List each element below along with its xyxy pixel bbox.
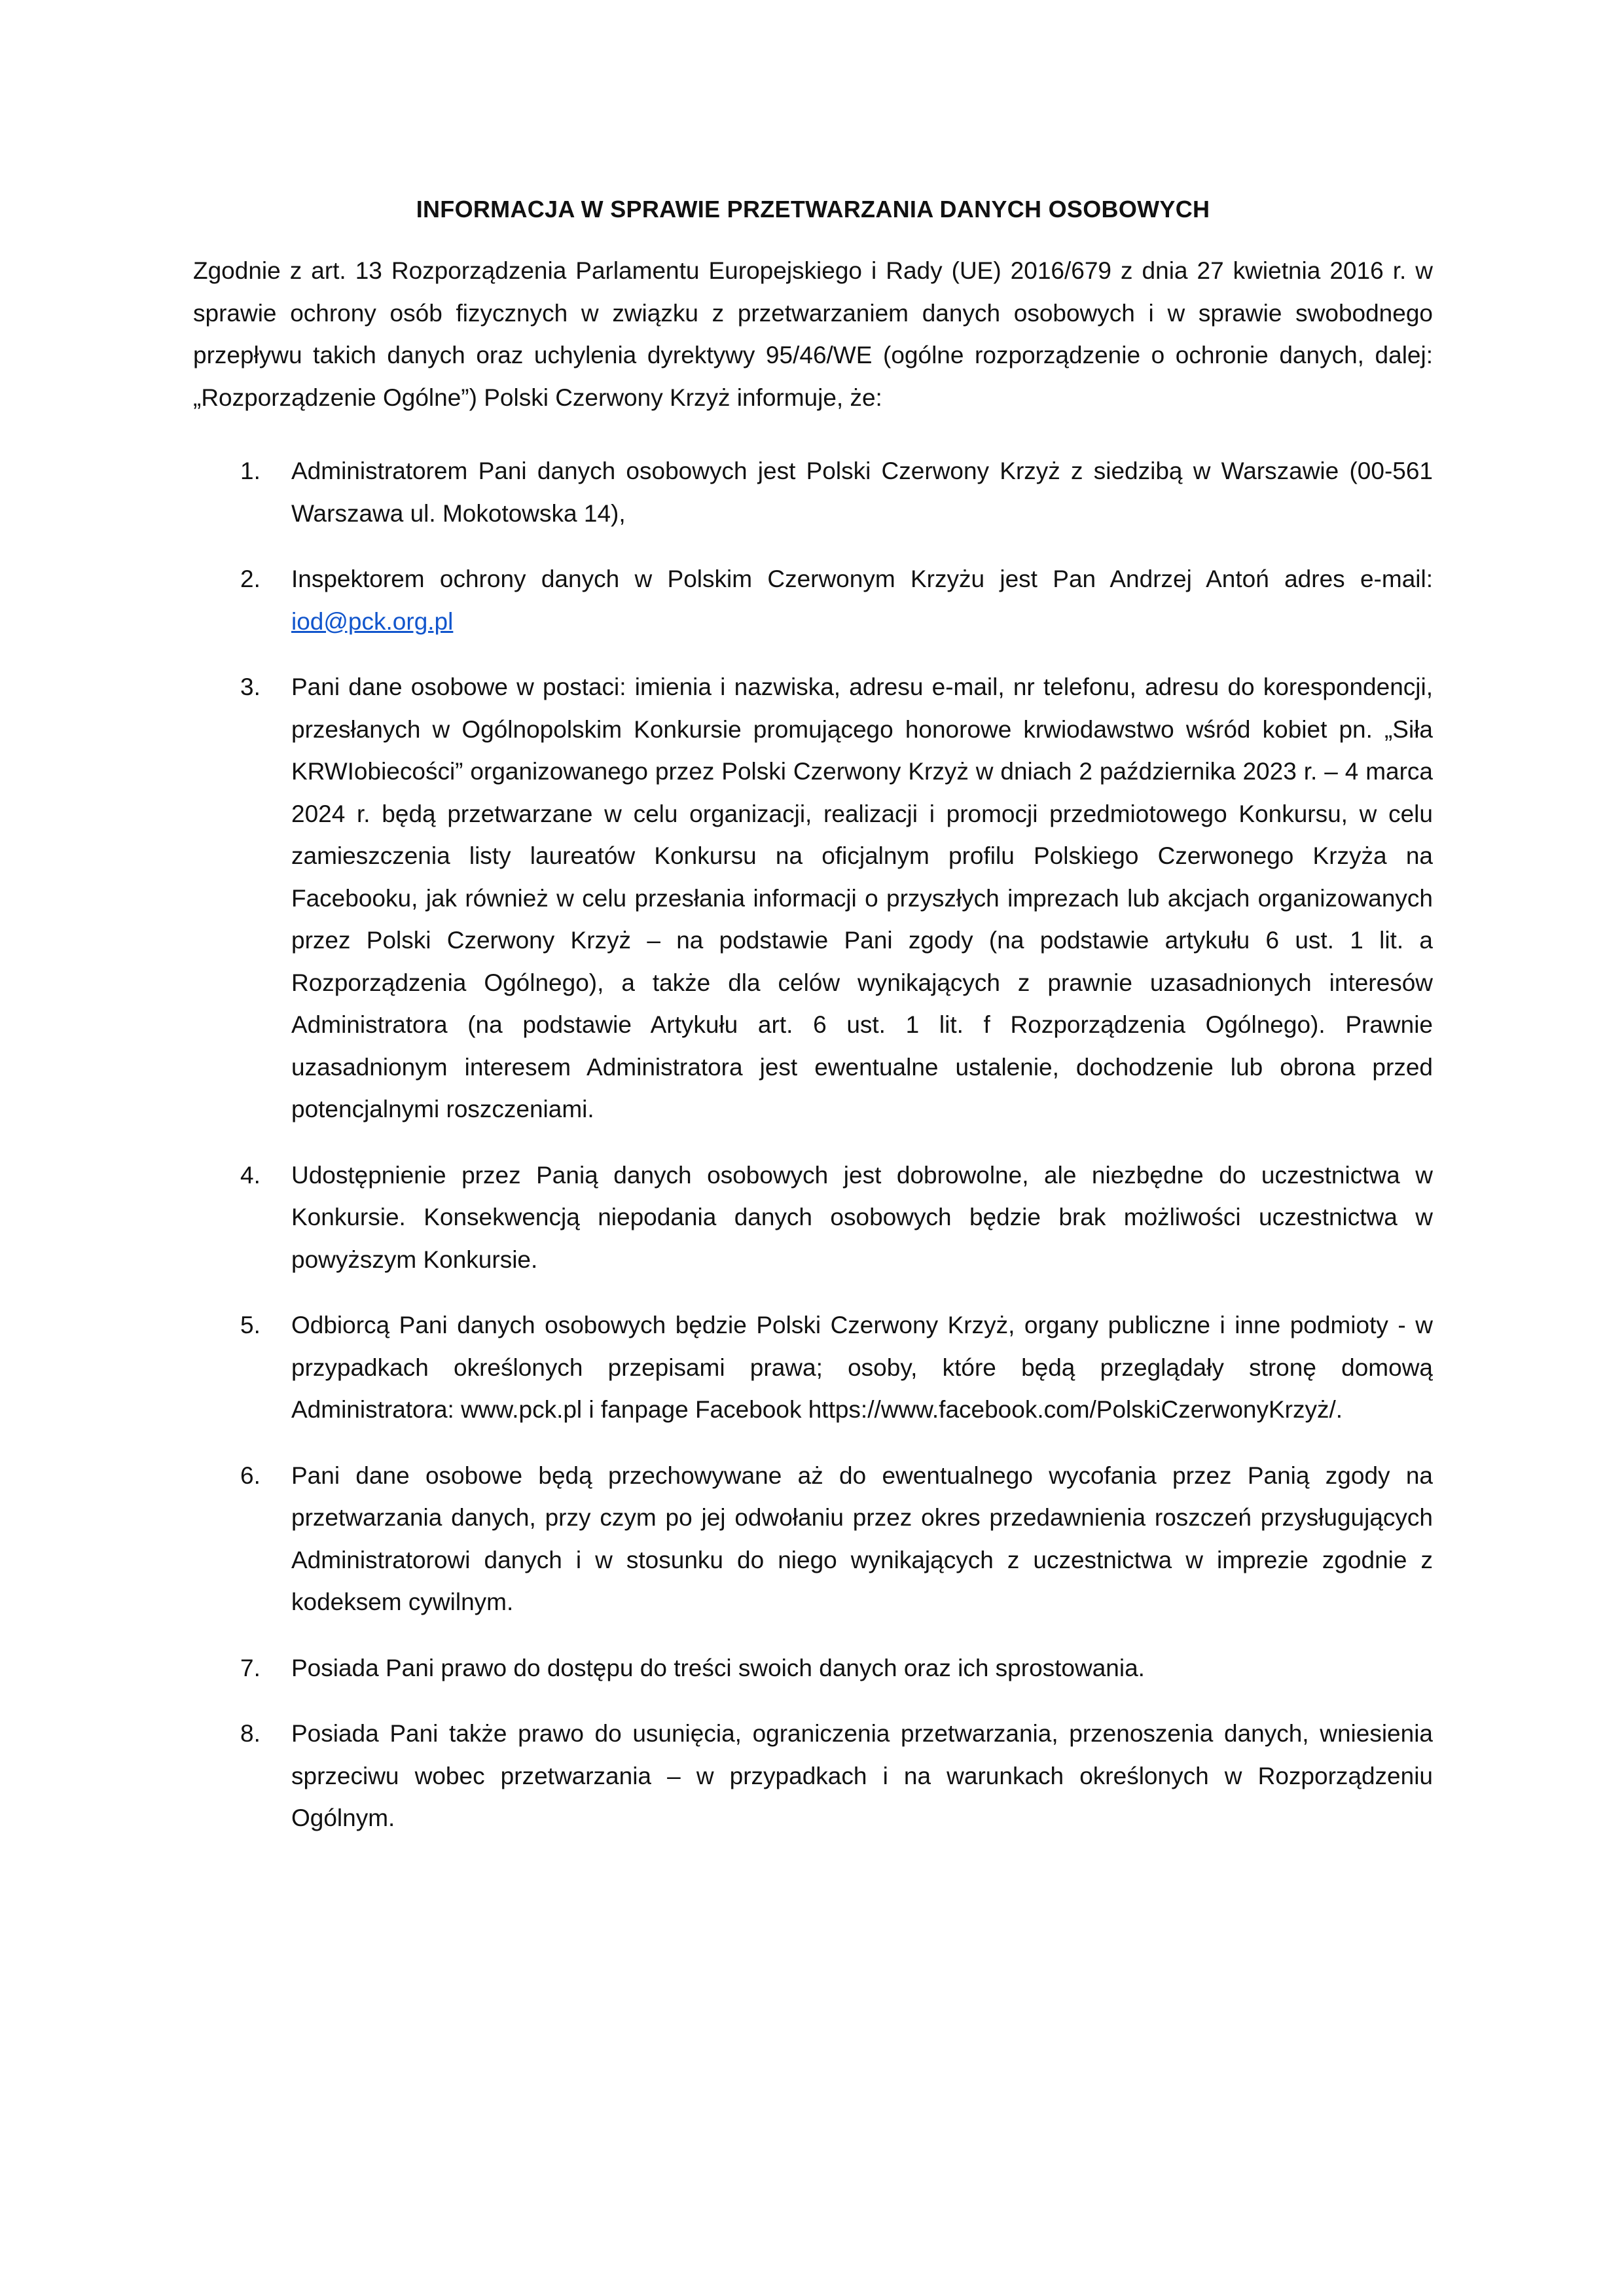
list-text: Pani dane osobowe będą przechowywane aż do ewentualnego wycofania przez Panią zgody na przetwarzania danych, przy czym po jej odwołaniu przez okres przedawnienia roszczeń przysługujących Administratorowi danych i w stosunku do niego wynikających z uczestnictwa w imprezie zgodnie z kodeksem cywilnym. (291, 1462, 1433, 1615)
list-text: Udostępnienie przez Panią danych osobowych jest dobrowolne, ale niezbędne do uczestnictwa w Konkursie. Konsekwencją niepodania danych osobowych będzie brak możliwości uczestnictwa w powyższym Konkursie. (291, 1161, 1433, 1273)
list-text: Inspektorem ochrony danych w Polskim Czerwonym Krzyżu jest Pan Andrzej Antoń adres e-mail: (291, 565, 1433, 592)
list-number: 7. (240, 1654, 261, 1681)
list-number: 8. (240, 1720, 261, 1747)
list-text: Odbiorcą Pani danych osobowych będzie Polski Czerwony Krzyż, organy publiczne i inne podmioty - w przypadkach określonych przepisami prawa; osoby, które będą przeglądały stronę domową Administratora: www.pck.pl i fanpage Facebook https://www.facebook.com/PolskiCzerwonyKrzyż/. (291, 1312, 1433, 1423)
list-item-5 (193, 1304, 1433, 1431)
list-text: Pani dane osobowe w postaci: imienia i nazwiska, adresu e-mail, nr telefonu, adresu do korespondencji, przesłanych w Ogólnopolskim Konkursie promującego honorowe krwiodawstwo wśród kobiet pn. „Siła KRWIobiecości” organizowanego przez Polski Czerwony Krzyż w dniach 2 października 2023 r. – 4 marca 2024 r. będą przetwarzane w celu organizacji, realizacji i promocji przedmiotowego Konkursu, w celu zamieszczenia listy laureatów Konkursu na oficjalnym profilu Polskiego Czerwonego Krzyża na Facebooku, jak również w celu przesłania informacji o przyszłych imprezach lub akcjach organizowanych przez Polski Czerwony Krzyż – na podstawie Pani zgody (na podstawie artykułu 6 ust. 1 lit. a Rozporządzenia Ogólnego), a także dla celów wynikających z prawnie uzasadnionych interesów Administratora (na podstawie Artykułu art. 6 ust. 1 lit. f Rozporządzenia Ogólnego). Prawnie uzasadnionym interesem Administratora jest ewentualne ustalenie, dochodzenie lub obrona przed potencjalnymi roszczeniami. (291, 673, 1433, 1122)
list-number: 6. (240, 1462, 261, 1489)
email-link[interactable]: iod@pck.org.pl (291, 607, 454, 635)
list-item-2 (193, 558, 1433, 643)
list-text-with-email (291, 558, 1433, 643)
list-item-1 (193, 450, 1433, 535)
list-text: Posiada Pani także prawo do usunięcia, ograniczenia przetwarzania, przenoszenia danych, wniesienia sprzeciwu wobec przetwarzania – w przypadkach i na warunkach określonych w Rozporządzeniu Ogólnym. (291, 1720, 1433, 1831)
list-item-8 (193, 1713, 1433, 1840)
list-text: Administratorem Pani danych osobowych jest Polski Czerwony Krzyż z siedzibą w Warszawie (00-561 Warszawa ul. Mokotowska 14), (291, 457, 1433, 527)
document-title: INFORMACJA W SPRAWIE PRZETWARZANIA DANYCH OSOBOWYCH (416, 196, 1210, 223)
list-number: 5. (240, 1312, 261, 1338)
document-content (193, 194, 1433, 1863)
list-number: 2. (240, 565, 261, 592)
list-number: 4. (240, 1161, 261, 1189)
list-item-6 (193, 1455, 1433, 1624)
list-number: 3. (240, 673, 261, 700)
list-number: 1. (240, 457, 261, 484)
list-item-7 (193, 1647, 1433, 1690)
information-list (193, 450, 1433, 1840)
list-item-3 (193, 666, 1433, 1131)
list-item-4 (193, 1155, 1433, 1282)
intro-paragraph: Zgodnie z art. 13 Rozporządzenia Parlamentu Europejskiego i Rady (UE) 2016/679 z dnia 27 kwietnia 2016 r. w sprawie ochrony osób fizycznych w związku z przetwarzaniem danych osobowych i w sprawie swobodnego przepływu takich danych oraz uchylenia dyrektywy 95/46/WE (ogólne rozporządzenie o ochronie danych, dalej: „Rozporządzenie Ogólne”) Polski Czerwony Krzyż informuje, że: (193, 257, 1433, 411)
list-text: Posiada Pani prawo do dostępu do treści swoich danych oraz ich sprostowania. (291, 1654, 1145, 1681)
